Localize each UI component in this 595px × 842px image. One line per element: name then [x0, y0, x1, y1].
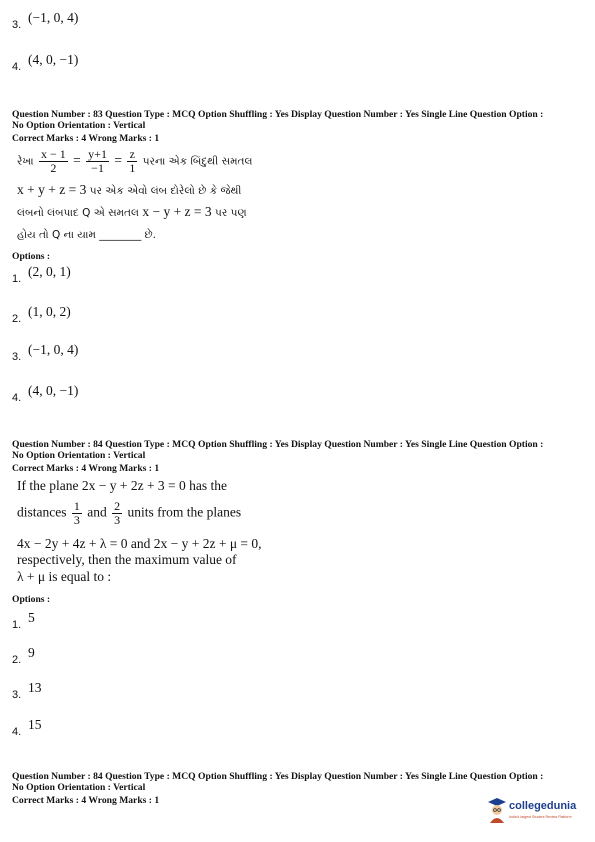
option-value: (2, 0, 1) — [28, 264, 71, 279]
logo-tagline: India's largest Student Review Platform — [509, 815, 572, 819]
logo-wordmark: collegedunia — [509, 800, 577, 812]
option-value: (4, 0, −1) — [28, 52, 79, 67]
equals-sign: = — [114, 152, 122, 168]
denominator: 2 — [50, 161, 57, 175]
fraction — [39, 148, 68, 175]
option-value: (4, 0, −1) — [28, 383, 79, 398]
option-value: 13 — [28, 680, 42, 695]
marks-info: Correct Marks : 4 Wrong Marks : 1 — [12, 463, 160, 474]
option-number: 3. — [12, 689, 22, 701]
marks-info: Correct Marks : 4 Wrong Marks : 1 — [12, 133, 160, 144]
question-header — [12, 772, 543, 793]
denominator: 3 — [73, 513, 80, 527]
gujarati-text: હોય તો Q ના યામ ________ છે. — [17, 229, 157, 241]
gujarati-text: પર પણ — [215, 207, 247, 219]
fraction — [112, 500, 122, 527]
text-fragment: and — [87, 504, 107, 520]
fraction — [127, 148, 137, 175]
option-value: (−1, 0, 4) — [28, 342, 79, 357]
option-value: 5 — [28, 610, 35, 625]
question-header — [12, 440, 543, 461]
marks-info: Correct Marks : 4 Wrong Marks : 1 — [12, 795, 160, 806]
question-text-line — [17, 182, 241, 198]
question-text-line: respectively, then the maximum value of — [17, 552, 237, 567]
option-value: 9 — [28, 645, 35, 660]
question-header — [12, 110, 543, 131]
option-value: 15 — [28, 717, 42, 732]
option-value: (−1, 0, 4) — [28, 10, 79, 25]
graduate-mascot-icon — [487, 797, 507, 823]
denominator: 3 — [114, 513, 121, 527]
numerator: 1 — [73, 499, 80, 513]
numerator: y+1 — [88, 147, 107, 161]
option-number: 1. — [12, 619, 22, 631]
equals-sign: = — [73, 152, 81, 168]
question-meta-line: Question Number : 83 Question Type : MCQ Option Shuffling : Yes Display Question Number : Yes Single Line Question Option : — [12, 109, 544, 120]
options-label: Options : — [12, 251, 51, 262]
denominator: −1 — [91, 161, 104, 175]
question-text-line — [17, 226, 156, 242]
question-meta-line: No Option Orientation : Vertical — [12, 449, 146, 461]
option-number: 4. — [12, 61, 22, 73]
option-number: 4. — [12, 726, 22, 738]
option-number: 2. — [12, 654, 22, 666]
question-meta-line: Question Number : 84 Question Type : MCQ Option Shuffling : Yes Display Question Number : Yes Single Line Question Option : — [12, 439, 544, 450]
question-text-line: If the plane 2x − y + 2z + 3 = 0 has the — [17, 478, 228, 493]
numerator: x − 1 — [41, 147, 66, 161]
math-expression: x + y + z = 3 — [17, 182, 87, 197]
option-number: 3. — [12, 19, 22, 31]
gujarati-text: પરના એક બિંદુથી સમતલ — [142, 155, 253, 168]
gujarati-text: લંબનો લંબપાદ Q એ સમતલ — [17, 207, 139, 219]
text-fragment: distances — [17, 504, 67, 520]
option-value: (1, 0, 2) — [28, 304, 71, 319]
gujarati-text: પર એક એવો લંબ દોરેલો છે કે જેથી — [89, 185, 242, 197]
options-label: Options : — [12, 594, 51, 605]
gujarati-text: રેખા — [17, 155, 34, 168]
question-meta-line: No Option Orientation : Vertical — [12, 119, 146, 131]
question-text-line: λ + μ is equal to : — [17, 569, 112, 584]
denominator: 1 — [129, 161, 136, 175]
question-text-line — [17, 148, 252, 175]
option-number: 1. — [12, 273, 22, 285]
question-text-line: 4x − 2y + 4z + λ = 0 and 2x − y + 2z + μ = 0, — [17, 536, 262, 551]
text-fragment: units from the planes — [127, 504, 242, 520]
math-expression: x − y + z = 3 — [142, 204, 212, 219]
fraction — [72, 500, 82, 527]
option-number: 4. — [12, 392, 22, 404]
option-number: 2. — [12, 313, 22, 325]
numerator: 2 — [114, 499, 121, 513]
question-meta-line: No Option Orientation : Vertical — [12, 781, 146, 793]
option-number: 3. — [12, 351, 22, 363]
question-text-line — [17, 500, 241, 527]
question-meta-line: Question Number : 84 Question Type : MCQ Option Shuffling : Yes Display Question Number : Yes Single Line Question Option : — [12, 771, 544, 782]
collegedunia-logo — [487, 797, 587, 827]
fraction — [86, 148, 109, 175]
numerator: z — [127, 148, 137, 162]
question-text-line — [17, 204, 247, 220]
